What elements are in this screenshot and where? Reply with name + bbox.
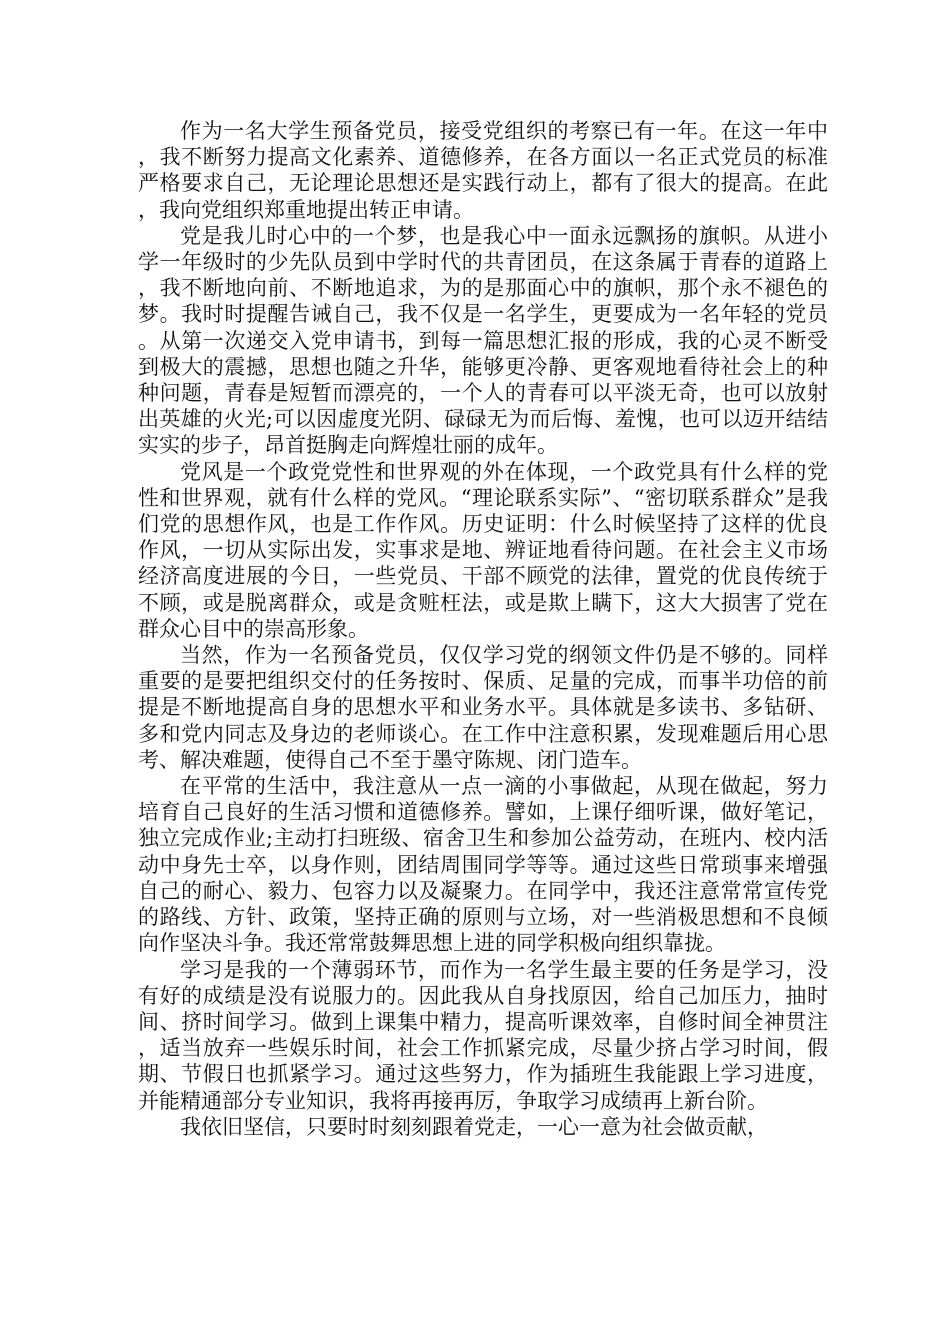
paragraph-1: 作为一名大学生预备党员，接受党组织的考察已有一年。在这一年中，我不断努力提高文化素养、道德修养，在各方面以一名正式党员的标准严格要求自己，无论理论思想还是实践行动上，都有了很大的提高。在此，我向党组织郑重地提出转正申请。 xyxy=(138,119,828,222)
paragraph-2: 党是我儿时心中的一个梦，也是我心中一面永远飘扬的旗帜。从进小学一年级时的少先队员到中学时代的共青团员，在这条属于青春的道路上，我不断地向前、不断地追求，为的是那面心中的旗帜，那个永不褪色的梦。我时时提醒告诫自己，我不仅是一名学生，更要成为一名年轻的党员。从第一次递交入党申请书，到每一篇思想汇报的形成，我的心灵不断受到极大的震撼，思想也随之升华，能够更冷静、更客观地看待社会上的种种问题，青春是短暂而漂亮的，一个人的青春可以平淡无奇，也可以放射出英雄的火光;可以因虚度光阴、碌碌无为而后悔、羞愧，也可以迈开结结实实的步子，昂首挺胸走向辉煌壮丽的成年。 xyxy=(138,223,828,458)
paragraph-3: 党风是一个政党党性和世界观的外在体现，一个政党具有什么样的党性和世界观，就有什么样的党风。“理论联系实际”、“密切联系群众”是我们党的思想作风，也是工作作风。历史证明：什么时候坚持了这样的优良作风，一切从实际出发，实事求是地、辨证地看待问题。在社会主义市场经济高度进展的今日，一些党员、干部不顾党的法律，置党的优良传统于不顾，或是脱离群众，或是贪赃枉法，或是欺上瞒下，这大大损害了党在群众心目中的崇高形象。 xyxy=(138,459,828,641)
paragraph-7: 我依旧坚信，只要时时刻刻跟着党走，一心一意为社会做贡献， xyxy=(180,1114,768,1139)
paragraph-4: 当然，作为一名预备党员，仅仅学习党的纲领文件仍是不够的。同样重要的是要把组织交付的任务按时、保质、足量的完成，而事半功倍的前提是不断地提高自身的思想水平和业务水平。具体就是多读书、多钻研、多和党内同志及身边的老师谈心。在工作中注意积累，发现难题后用心思考、解决难题，使得自己不至于墨守陈规、闭门造车。 xyxy=(138,643,828,772)
document-body xyxy=(138,118,828,1140)
paragraph-5: 在平常的生活中，我注意从一点一滴的小事做起，从现在做起，努力培育自己良好的生活习惯和道德修养。譬如，上课仔细听课，做好笔记，独立完成作业;主动打扫班级、宿舍卫生和参加公益劳动，在班内、校内活动中身先士卒，以身作则，团结周围同学等等。通过这些日常琐事来增强自己的耐心、毅力、包容力以及凝聚力。在同学中，我还注意常常宣传党的路线、方针、政策，坚持正确的原则与立场，对一些消极思想和不良倾向作坚决斗争。我还常常鼓舞思想上进的同学积极向组织靠拢。 xyxy=(138,774,828,956)
paragraph-6: 学习是我的一个薄弱环节，而作为一名学生最主要的任务是学习，没有好的成绩是没有说服力的。因此我从自身找原因，给自己加压力，抽时间、挤时间学习。做到上课集中精力，提高听课效率，自修时间全神贯注，适当放弃一些娱乐时间，社会工作抓紧完成，尽量少挤占学习时间，假期、节假日也抓紧学习。通过这些努力，作为插班生我能跟上学习进度，并能精通部分专业知识，我将再接再厉，争取学习成绩再上新台阶。 xyxy=(138,957,828,1113)
